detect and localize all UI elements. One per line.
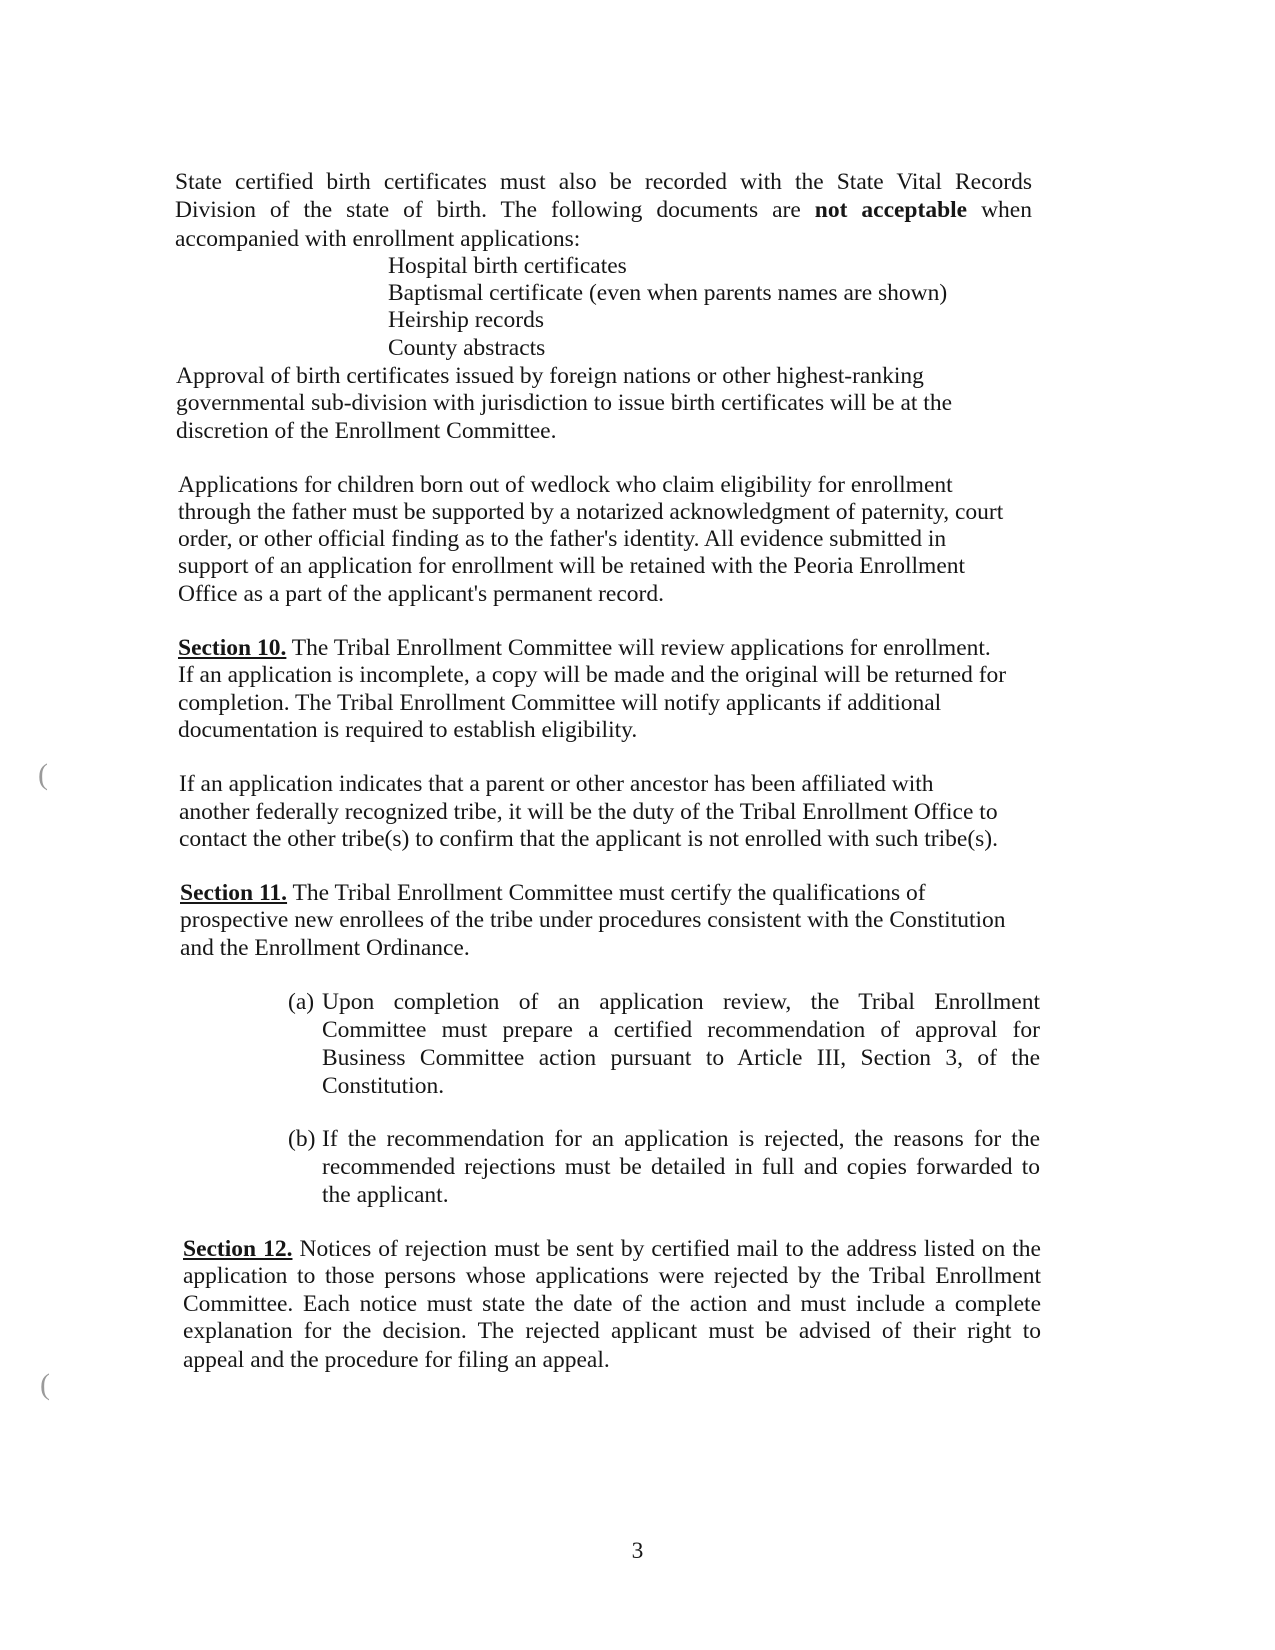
list-item: Heirship records [388,307,544,333]
item-label: (b) [288,1126,316,1152]
paragraph-line: appeal and the procedure for filing an appeal. [183,1347,610,1373]
list-item: County abstracts [388,335,546,361]
paragraph-line: contact the other tribe(s) to confirm that the applicant is not enrolled with such tribe(s). [179,826,998,852]
paragraph-line: Office as a part of the applicant's permanent record. [178,581,664,607]
paragraph-line: Committee. Each notice must state the date of the action and must include a complete [183,1291,1041,1317]
item-label: (a) [288,989,315,1015]
scan-smudge-mark: ( [40,1368,50,1401]
page-number: 3 [631,1538,644,1564]
not-acceptable-emphasis: not acceptable [814,197,968,223]
paragraph-line [180,879,926,907]
paragraph-line: explanation for the decision. The rejected applicant must be advised of their right to [183,1318,1041,1344]
section-text: The Tribal Enrollment Committee must certify the qualifications of [287,880,926,906]
intro-text: when [967,197,1032,223]
intro-line [175,196,1032,224]
list-item: Baptismal certificate (even when parents names are shown) [388,280,948,306]
paragraph-line: documentation is required to establish eligibility. [178,717,638,743]
list-item: Hospital birth certificates [388,253,627,279]
paragraph-line: completion. The Tribal Enrollment Committee will notify applicants if additional [178,690,942,716]
paragraph-line: another federally recognized tribe, it will be the duty of the Tribal Enrollment Office to [179,799,998,825]
item-text [322,988,1040,1100]
item-line: Committee must prepare a certified recommendation of approval for [322,1017,1040,1043]
section-text: Notices of rejection must be sent by certified mail to the address listed on the [292,1236,1041,1262]
section-12-heading: Section 12. [183,1236,293,1262]
paragraph-line [183,1235,1041,1263]
item-line: recommended rejections must be detailed in full and copies forwarded to [322,1154,1040,1180]
item-line: If the recommendation for an application is rejected, the reasons for the [322,1126,1040,1152]
paragraph-line: through the father must be supported by a notarized acknowledgment of paternity, court [178,499,1004,525]
scan-smudge-mark: ( [38,758,48,791]
section-10-heading: Section 10. [178,635,287,661]
item-line: Constitution. [322,1073,445,1099]
item-line: Business Committee action pursuant to Article III, Section 3, of the [322,1045,1040,1071]
intro-text: Division of the state of birth. The following documents are [175,197,815,223]
intro-line: State certified birth certificates must also be recorded with the State Vital Records [175,169,1032,195]
section-text: The Tribal Enrollment Committee will review applications for enrollment. [286,635,991,661]
paragraph-line: discretion of the Enrollment Committee. [176,418,557,444]
paragraph-line: and the Enrollment Ordinance. [180,935,470,961]
paragraph-line: support of an application for enrollment will be retained with the Peoria Enrollment [178,553,966,579]
item-line: Upon completion of an application review, the Tribal Enrollment [322,989,1040,1015]
paragraph-line: application to those persons whose applications were rejected by the Tribal Enrollment [183,1263,1041,1289]
item-line: the applicant. [322,1182,449,1208]
paragraph-line [178,634,991,662]
paragraph-line: prospective new enrollees of the tribe under procedures consistent with the Constitution [180,907,1006,933]
section-11-item-a [288,988,1040,1100]
section-11-item-b [288,1125,1040,1209]
intro-line: accompanied with enrollment applications: [175,226,581,252]
paragraph-line: Approval of birth certificates issued by foreign nations or other highest-ranking [176,363,924,389]
section-11-heading: Section 11. [180,880,288,906]
paragraph-line: governmental sub-division with jurisdiction to issue birth certificates will be at the [176,390,952,416]
paragraph-line: order, or other official finding as to the father's identity. All evidence submitted in [178,526,947,552]
paragraph-line: If an application is incomplete, a copy will be made and the original will be returned for [178,662,1007,688]
item-text [322,1125,1040,1209]
paragraph-line: Applications for children born out of wedlock who claim eligibility for enrollment [178,472,953,498]
paragraph-line: If an application indicates that a parent or other ancestor has been affiliated with [179,771,934,797]
